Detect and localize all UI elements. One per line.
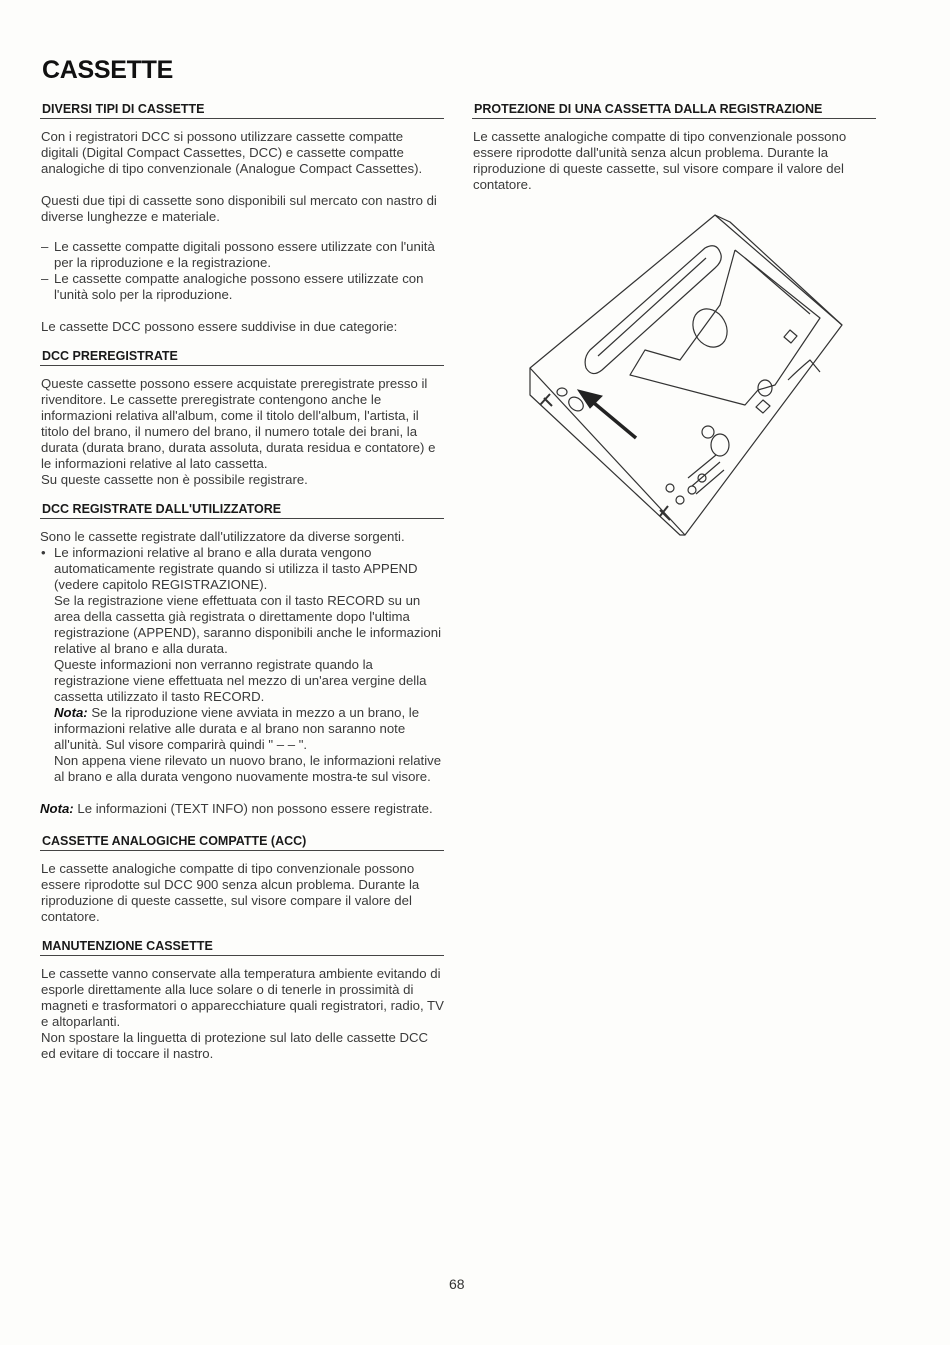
section-heading: DCC PREREGISTRATE	[40, 349, 444, 366]
paragraph: Le cassette analogiche compatte di tipo convenzionale possono essere riprodotte dall'unità senza alcun problema. Durante la riproduzione di queste cassette, sul visore compare il valore del contatore.	[473, 129, 847, 192]
section-manutenzione	[40, 939, 444, 1062]
paragraph: Questi due tipi di cassette sono disponibili sul mercato con nastro di diverse lunghezze e materiale.	[41, 193, 437, 224]
paragraph: Non spostare la linguetta di protezione sul lato delle cassette DCC ed evitare di toccare il nastro.	[41, 1030, 429, 1061]
nota-label: Nota:	[54, 705, 88, 720]
paragraph: Le cassette DCC possono essere suddivise in due categorie:	[41, 319, 398, 334]
bullet-text: Se la registrazione viene effettuata con il tasto RECORD su un area della cassetta già registrata o direttamente dopo l'ultima registrazione (APPEND), saranno disponibili anche le informazioni relative al brano e alla durata.	[54, 593, 442, 656]
nota-label: Nota:	[40, 801, 74, 816]
dcc-cassette-illustration-icon	[520, 210, 850, 540]
paragraph: Le cassette vanno conservate alla temperatura ambiente evitando di esporle direttamente alla luce solare o di tenerle in prossimità di magneti e trasformatori o apparecchiature quali registratori, radio, TV e altoparlanti.	[41, 966, 444, 1029]
page-number: 68	[449, 1276, 465, 1292]
section-protezione	[472, 102, 876, 193]
section-dcc-registrate	[40, 502, 444, 817]
paragraph: Le cassette analogiche compatte di tipo convenzionale possono essere riprodotte sul DCC 900 senza alcun problema. Durante la riproduzione di queste cassette, sul visore compare il valore del contatore.	[41, 861, 420, 924]
paragraph: Sono le cassette registrate dall'utilizzatore da diverse sorgenti.	[40, 529, 405, 544]
bullet-item	[40, 545, 444, 785]
dash-list	[40, 239, 444, 303]
list-item-text: Le cassette compatte digitali possono essere utilizzate con l'unità per la riproduzione e la registrazione.	[54, 239, 435, 270]
section-diversi-tipi	[40, 102, 444, 335]
nota-paragraph	[54, 705, 444, 753]
bullet-text: Le informazioni relative al brano e alla durata vengono automaticamente registrate quando si utilizza il tasto APPEND (vedere capitolo REGISTRAZIONE).	[54, 545, 418, 592]
section-heading: CASSETTE ANALOGICHE COMPATTE (ACC)	[40, 834, 444, 851]
section-heading: DIVERSI TIPI DI CASSETTE	[40, 102, 444, 119]
nota-paragraph	[40, 801, 444, 817]
paragraph: Con i registratori DCC si possono utilizzare cassette compatte digitali (Digital Compact Cassettes, DCC) e cassette compatte analogiche di tipo convenzionale (Analogue Compact Cassettes).	[41, 129, 423, 176]
left-column	[40, 102, 444, 1062]
list-item-text: Le cassette compatte analogiche possono essere utilizzate con l'unità solo per la riproduzione.	[54, 271, 424, 302]
section-heading: MANUTENZIONE CASSETTE	[40, 939, 444, 956]
nota-text: Se la riproduzione viene avviata in mezzo a un brano, le informazioni relative alle durata e al brano non saranno note all'unità. Sul visore comparirà quindi " – – ".	[54, 705, 420, 752]
paragraph: Su queste cassette non è possibile registrare.	[41, 472, 308, 487]
list-item	[40, 271, 444, 303]
bullet-text: Non appena viene rilevato un nuovo brano, le informazioni relative al brano e alla durata vengono nuovamente mostra-te sul visore.	[54, 753, 442, 784]
section-dcc-preregistrate	[40, 349, 444, 488]
section-heading: PROTEZIONE DI UNA CASSETTA DALLA REGISTRAZIONE	[472, 102, 876, 119]
list-item	[40, 239, 444, 271]
right-column	[472, 102, 876, 193]
bullet-text: Queste informazioni non verranno registrate quando la registrazione viene effettuata nel mezzo di un'area vergine della cassetta utilizzato il tasto RECORD.	[54, 657, 427, 704]
nota-text: Le informazioni (TEXT INFO) non possono essere registrate.	[73, 801, 433, 816]
list-marker: –	[41, 239, 49, 254]
bullet-marker: •	[41, 545, 46, 560]
paragraph: Queste cassette possono essere acquistate preregistrate presso il rivenditore. Le cassette preregistrate contengono anche le informazioni relativa all'album, come il titolo dell'album, l'artista, il titolo del brano, il numero del brano, il numero totale dei brani, la durata (durata brano, durata assoluta, durata residua e contatore) e le informazioni relative al lato cassetta.	[41, 376, 436, 471]
section-heading: DCC REGISTRATE DALL'UTILIZZATORE	[40, 502, 444, 519]
section-cassette-analogiche	[40, 834, 444, 925]
page-title: CASSETTE	[42, 56, 173, 84]
list-marker: –	[41, 271, 49, 286]
